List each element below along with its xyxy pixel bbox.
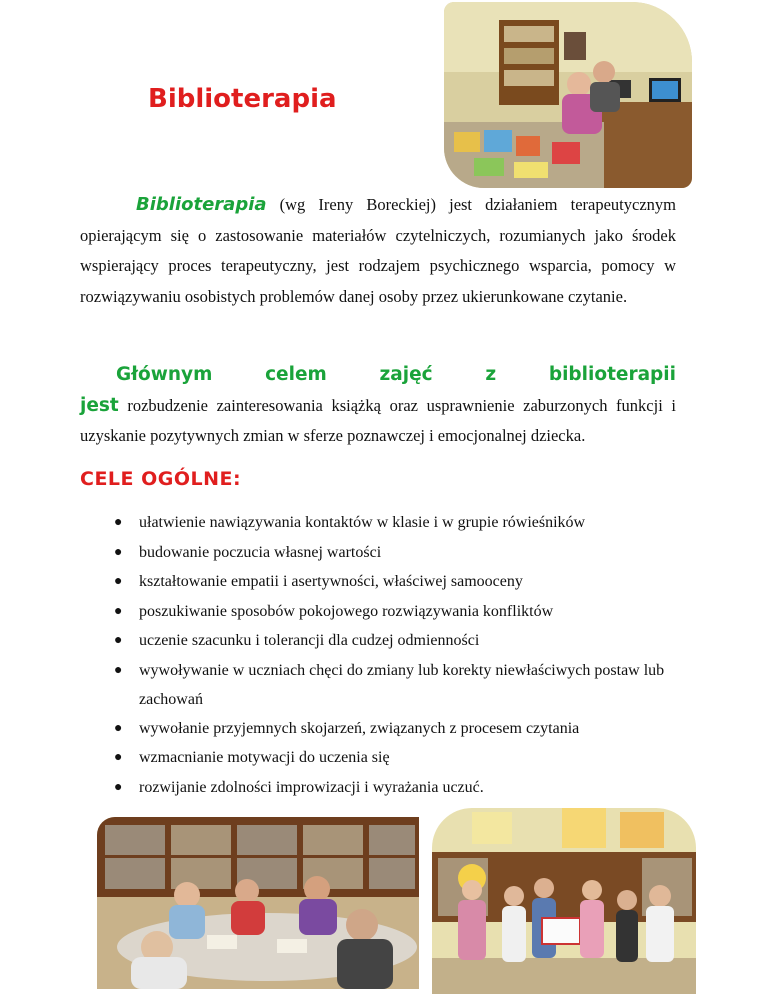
intro-text: (wg Ireny Boreckiej) jest działaniem terapeutycznym opierającym się o zastosowanie materiałów czytelniczych, rozumianych jako środek wspierający proces terapeutyczny, jest rodzajem psychicznego wsparcia, pomocy w rozwiązywaniu osobistych problemów danej osoby przez ukierunkowane czytanie. (80, 195, 676, 306)
page-title: Biblioterapia (148, 84, 337, 114)
aim-paragraph (80, 360, 676, 452)
goal-text: wywoływanie w uczniach chęci do zmiany lub korekty niewłaściwych postaw lub zachowań (139, 661, 665, 708)
goal-text: budowanie poczucia własnej wartości (139, 543, 382, 561)
class-group-photo (432, 808, 696, 994)
list-item (114, 714, 674, 744)
list-item (114, 538, 674, 568)
list-item (114, 597, 674, 627)
goal-text: rozwijanie zdolności improwizacji i wyrażania uczuć. (139, 778, 484, 796)
goals-list (114, 508, 674, 802)
bullet-icon: ● (114, 574, 123, 589)
intro-keyword: Biblioterapia (136, 194, 267, 215)
students-at-table-photo (97, 817, 419, 989)
goal-text: ułatwienie nawiązywania kontaktów w klasie i w grupie rówieśników (139, 514, 586, 531)
goal-text: uczenie szacunku i tolerancji dla cudzej odmienności (139, 632, 480, 649)
aim-text: rozbudzenie zainteresowania książką oraz usprawnienie zaburzonych funkcji i uzyskanie pozytywnych zmian w sferze poznawczej i emocjonalnej dziecka. (80, 395, 676, 445)
list-item (114, 626, 674, 656)
library-reading-photo (444, 2, 692, 188)
bullet-icon: ● (114, 603, 123, 619)
list-item (114, 743, 674, 773)
goals-heading: CELE OGÓLNE: (80, 468, 242, 490)
bullet-icon: ● (114, 544, 123, 560)
goal-text: wywołanie przyjemnych skojarzeń, związanych z procesem czytania (139, 719, 580, 737)
list-item (114, 656, 674, 714)
bullet-icon: ● (114, 750, 123, 765)
aim-keyword: Głównym celem zajęć z biblioterapii jest (80, 364, 676, 416)
list-item (114, 567, 674, 597)
intro-paragraph (80, 190, 676, 312)
list-item (114, 508, 674, 538)
bullet-icon: ● (114, 779, 123, 795)
bullet-icon: ● (114, 633, 123, 648)
bullet-icon: ● (114, 515, 123, 530)
goal-text: poszukiwanie sposobów pokojowego rozwiązywania konfliktów (139, 602, 554, 620)
goal-text: kształtowanie empatii i asertywności, właściwej samooceny (139, 573, 523, 590)
bullet-icon: ● (114, 720, 123, 736)
list-item (114, 773, 674, 803)
goal-text: wzmacnianie motywacji do uczenia się (139, 749, 390, 766)
bullet-icon: ● (114, 662, 123, 678)
